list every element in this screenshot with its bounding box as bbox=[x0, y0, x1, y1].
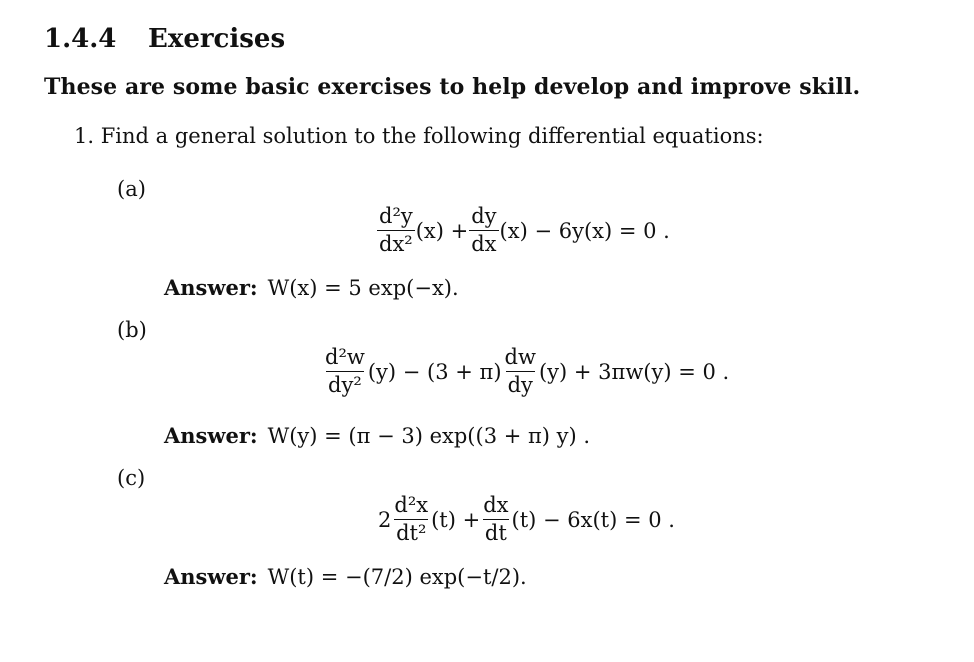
fraction-denominator: dy² bbox=[328, 373, 362, 397]
part-b-label: (b) bbox=[117, 318, 147, 342]
answer-c bbox=[164, 564, 527, 589]
equation-b bbox=[322, 345, 729, 398]
answer-label: Answer: bbox=[164, 275, 258, 300]
fraction-numerator: dw bbox=[504, 345, 536, 369]
exercise-number: 1. bbox=[74, 124, 95, 148]
fraction-dy-dx bbox=[469, 204, 498, 257]
fraction-numerator: dy bbox=[471, 204, 497, 228]
answer-text: W(y) = (π − 3) exp((3 + π) y) . bbox=[267, 424, 591, 448]
fraction-denominator: dx² bbox=[379, 232, 413, 256]
fraction-dx-dt bbox=[481, 493, 510, 546]
exercise-1-prompt bbox=[74, 124, 764, 148]
fraction-d2w-dy2 bbox=[323, 345, 367, 398]
fraction-denominator: dt bbox=[484, 521, 507, 545]
answer-b bbox=[164, 423, 590, 448]
equation-text: (t) + bbox=[431, 507, 481, 532]
section-title: Exercises bbox=[148, 24, 286, 54]
exercise-prompt: Find a general solution to the following differential equations: bbox=[100, 124, 764, 148]
part-a-label: (a) bbox=[117, 177, 146, 201]
fraction-numerator: d²y bbox=[379, 204, 413, 228]
answer-text: W(t) = −(7/2) exp(−t/2). bbox=[267, 565, 527, 589]
section-number: 1.4.4 bbox=[44, 24, 117, 54]
fraction-dw-dy bbox=[503, 345, 538, 398]
fraction-numerator: d²x bbox=[394, 493, 429, 517]
fraction-numerator: dx bbox=[483, 493, 509, 517]
equation-text: (y) − (3 + π) bbox=[367, 359, 502, 384]
fraction-numerator: d²w bbox=[325, 345, 365, 369]
fraction-d2x-dt2 bbox=[392, 493, 430, 546]
equation-text: (y) + 3πw(y) = 0 . bbox=[538, 359, 730, 384]
equation-coefficient: 2 bbox=[378, 507, 392, 532]
equation-a bbox=[376, 204, 670, 257]
answer-label: Answer: bbox=[164, 564, 258, 589]
equation-c bbox=[378, 493, 675, 546]
fraction-denominator: dx bbox=[471, 232, 497, 256]
answer-text: W(x) = 5 exp(−x). bbox=[267, 276, 459, 300]
part-c-label: (c) bbox=[117, 466, 146, 490]
answer-label: Answer: bbox=[164, 423, 258, 448]
equation-text: (x) − 6y(x) = 0 . bbox=[499, 218, 670, 243]
equation-text: (t) − 6x(t) = 0 . bbox=[511, 507, 675, 532]
fraction-denominator: dt² bbox=[396, 521, 427, 545]
fraction-denominator: dy bbox=[507, 373, 533, 397]
answer-a bbox=[164, 275, 459, 300]
equation-text: (x) + bbox=[415, 218, 469, 243]
section-intro: These are some basic exercises to help develop and improve skill. bbox=[44, 74, 861, 100]
fraction-d2y-dx2 bbox=[377, 204, 415, 257]
